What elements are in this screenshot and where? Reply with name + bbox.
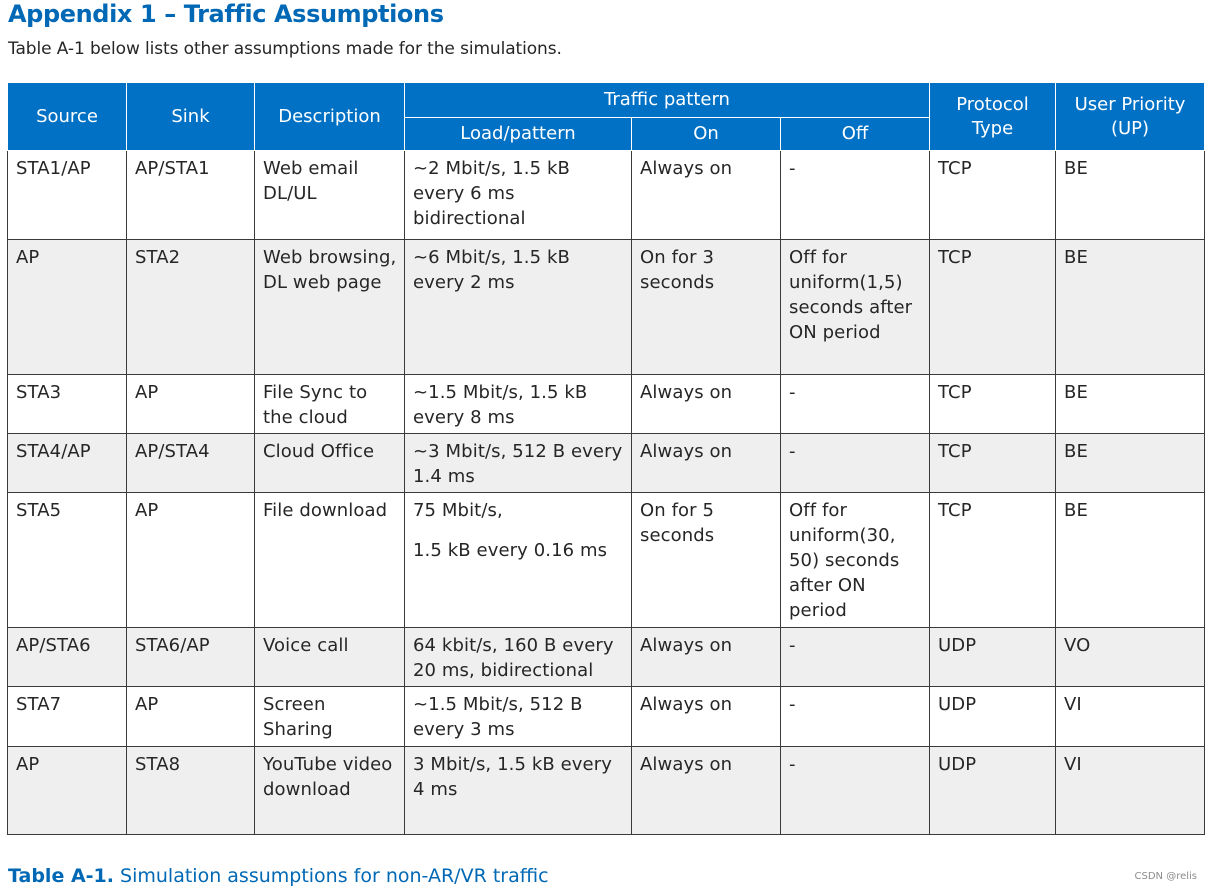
- cell-sink: AP: [127, 493, 255, 628]
- cell-description: Cloud Office: [255, 434, 405, 493]
- cell-on: Always on: [632, 687, 781, 747]
- cell-on: Always on: [632, 628, 781, 687]
- cell-source: AP/STA6: [8, 628, 127, 687]
- cell-on: Always on: [632, 151, 781, 240]
- table-caption: [8, 865, 549, 887]
- cell-load-pattern: [405, 240, 632, 375]
- cell-on: On for 5 seconds: [632, 493, 781, 628]
- table-row: [8, 434, 1205, 493]
- cell-on: Always on: [632, 747, 781, 835]
- cell-description: File Sync to the cloud: [255, 375, 405, 434]
- cell-sink: STA6/AP: [127, 628, 255, 687]
- cell-protocol: UDP: [930, 628, 1056, 687]
- cell-source: STA4/AP: [8, 434, 127, 493]
- table-row: [8, 493, 1205, 628]
- cell-off: -: [781, 375, 930, 434]
- cell-off: -: [781, 747, 930, 835]
- cell-description: Voice call: [255, 628, 405, 687]
- load-pattern-text: ~1.5 Mbit/s, 512 B every 3 ms: [413, 694, 583, 740]
- cell-priority: VO: [1056, 628, 1205, 687]
- cell-description: Screen Sharing: [255, 687, 405, 747]
- cell-priority: VI: [1056, 687, 1205, 747]
- cell-on: Always on: [632, 375, 781, 434]
- header-load-pattern: Load/pattern: [405, 118, 632, 151]
- header-off: Off: [781, 118, 930, 151]
- cell-source: STA1/AP: [8, 151, 127, 240]
- caption-text: Simulation assumptions for non-AR/VR traffic: [120, 865, 549, 887]
- cell-load-pattern: [405, 747, 632, 835]
- cell-sink: STA8: [127, 747, 255, 835]
- cell-protocol: TCP: [930, 493, 1056, 628]
- cell-sink: AP/STA1: [127, 151, 255, 240]
- header-sink: Sink: [127, 83, 255, 151]
- cell-description: Web browsing, DL web page: [255, 240, 405, 375]
- cell-sink: AP: [127, 375, 255, 434]
- cell-load-pattern: [405, 493, 632, 628]
- cell-load-pattern: [405, 151, 632, 240]
- cell-off: -: [781, 434, 930, 493]
- load-pattern-text: 75 Mbit/s,: [413, 500, 503, 521]
- watermark: CSDN @relis: [1134, 871, 1197, 882]
- cell-description: File download: [255, 493, 405, 628]
- header-protocol-type: Protocol Type: [930, 83, 1056, 151]
- cell-on: Always on: [632, 434, 781, 493]
- table-row: [8, 687, 1205, 747]
- cell-off: -: [781, 628, 930, 687]
- cell-source: STA3: [8, 375, 127, 434]
- load-pattern-text: ~2 Mbit/s, 1.5 kB every 6 ms bidirectional: [413, 158, 570, 229]
- cell-source: STA7: [8, 687, 127, 747]
- load-pattern-text: ~3 Mbit/s, 512 B every 1.4 ms: [413, 441, 623, 487]
- cell-load-pattern: [405, 628, 632, 687]
- cell-priority: BE: [1056, 434, 1205, 493]
- intro-paragraph: Table A-1 below lists other assumptions made for the simulations.: [8, 39, 562, 59]
- cell-source: AP: [8, 747, 127, 835]
- header-on: On: [632, 118, 781, 151]
- load-pattern-text: 3 Mbit/s, 1.5 kB every 4 ms: [413, 754, 612, 800]
- cell-protocol: UDP: [930, 687, 1056, 747]
- table-row: [8, 151, 1205, 240]
- cell-source: AP: [8, 240, 127, 375]
- cell-protocol: UDP: [930, 747, 1056, 835]
- table-header: [8, 83, 1205, 151]
- cell-off: -: [781, 151, 930, 240]
- load-pattern-text: ~1.5 Mbit/s, 1.5 kB every 8 ms: [413, 382, 588, 428]
- cell-description: Web email DL/UL: [255, 151, 405, 240]
- table-row: [8, 375, 1205, 434]
- header-traffic-pattern: Traffic pattern: [405, 83, 930, 118]
- load-pattern-text: ~6 Mbit/s, 1.5 kB every 2 ms: [413, 247, 570, 293]
- cell-load-pattern: [405, 687, 632, 747]
- cell-description: YouTube video download: [255, 747, 405, 835]
- cell-priority: BE: [1056, 151, 1205, 240]
- cell-protocol: TCP: [930, 240, 1056, 375]
- cell-load-pattern: [405, 434, 632, 493]
- cell-priority: BE: [1056, 493, 1205, 628]
- page-heading: Appendix 1 – Traffic Assumptions: [8, 0, 444, 28]
- header-description: Description: [255, 83, 405, 151]
- load-pattern-text: 64 kbit/s, 160 B every 20 ms, bidirectional: [413, 635, 614, 681]
- table-row: [8, 628, 1205, 687]
- cell-load-pattern: [405, 375, 632, 434]
- cell-priority: BE: [1056, 375, 1205, 434]
- cell-priority: BE: [1056, 240, 1205, 375]
- table-row: [8, 240, 1205, 375]
- traffic-assumptions-table: [7, 82, 1205, 835]
- load-pattern-text: 1.5 kB every 0.16 ms: [413, 540, 608, 561]
- table-row: [8, 747, 1205, 835]
- header-user-priority: User Priority (UP): [1056, 83, 1205, 151]
- cell-off: Off for uniform(30, 50) seconds after ON period: [781, 493, 930, 628]
- cell-on: On for 3 seconds: [632, 240, 781, 375]
- table-body: [8, 151, 1205, 835]
- header-source: Source: [8, 83, 127, 151]
- cell-sink: AP: [127, 687, 255, 747]
- caption-label: Table A-1.: [8, 865, 114, 887]
- cell-protocol: TCP: [930, 375, 1056, 434]
- cell-source: STA5: [8, 493, 127, 628]
- cell-priority: VI: [1056, 747, 1205, 835]
- cell-sink: STA2: [127, 240, 255, 375]
- cell-off: -: [781, 687, 930, 747]
- cell-protocol: TCP: [930, 434, 1056, 493]
- cell-protocol: TCP: [930, 151, 1056, 240]
- cell-sink: AP/STA4: [127, 434, 255, 493]
- cell-off: Off for uniform(1,5) seconds after ON period: [781, 240, 930, 375]
